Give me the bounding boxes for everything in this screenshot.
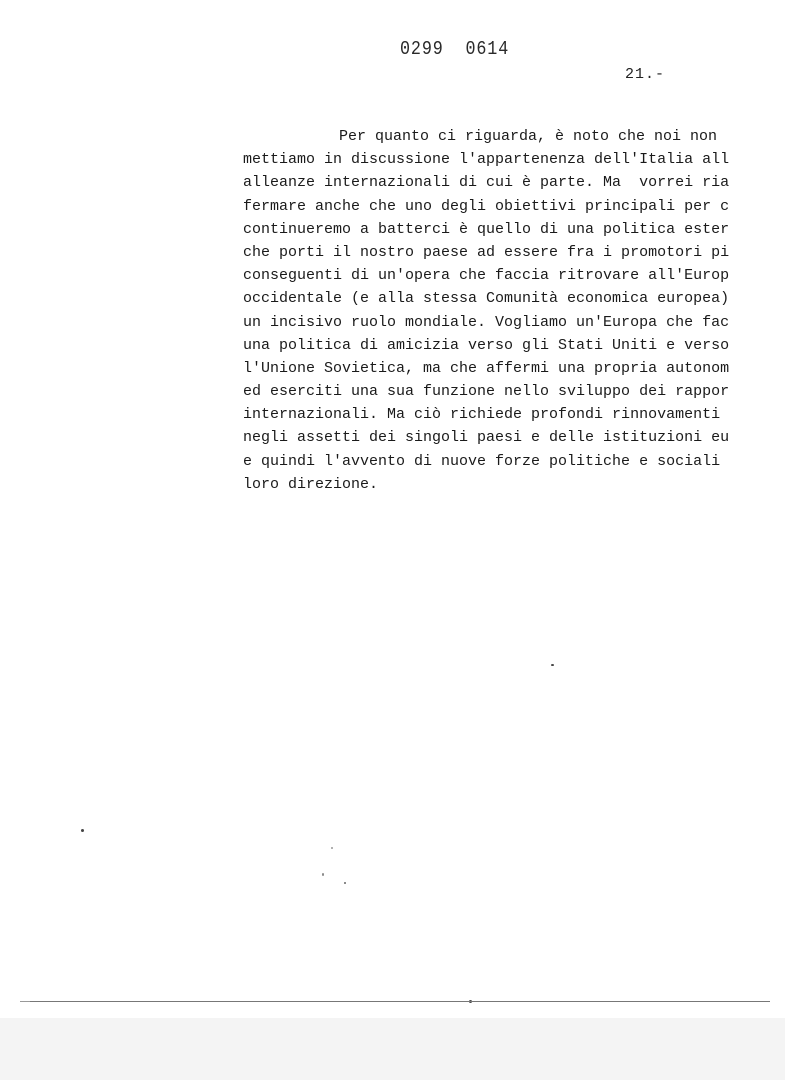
archive-stamp: 0299 0614 (400, 38, 510, 60)
text-line: internazionali. Ma ciò richiede profondi rinnovamenti (243, 406, 721, 424)
scan-background (0, 1018, 785, 1080)
text-line: loro direzione. (243, 475, 379, 493)
scan-speck (81, 829, 84, 832)
text-line: mettiamo in discussione l'appartenenza dell'Italia all (243, 151, 730, 169)
text-line: fermare anche che uno degli obiettivi principali per c (243, 197, 730, 215)
page-number: 21.- (625, 66, 666, 83)
text-line: conseguenti di un'opera che faccia ritrovare all'Europ (243, 267, 730, 285)
body-paragraph (243, 125, 785, 496)
text-line: Per quanto ci riguarda, è noto che noi non (339, 128, 718, 145)
text-line: che porti il nostro paese ad essere fra i promotori pi (243, 243, 730, 261)
text-line: ed eserciti una sua funzione nello sviluppo dei rappor (243, 383, 730, 401)
scan-speck (331, 847, 333, 849)
text-line: continueremo a batterci è quello di una politica ester (243, 220, 730, 238)
scan-speck (551, 664, 554, 666)
text-line: alleanze internazionali di cui è parte. Ma vorrei ria (243, 174, 730, 192)
text-line: una politica di amicizia verso gli Stati Uniti e verso (243, 336, 730, 354)
text-line: un incisivo ruolo mondiale. Vogliamo un'Europa che fac (243, 313, 730, 331)
text-line: negli assetti dei singoli paesi e delle istituzioni eu (243, 429, 730, 447)
page-edge-line (30, 1001, 770, 1002)
text-line: e quindi l'avvento di nuove forze politiche e sociali (243, 452, 721, 470)
text-line: l'Unione Sovietica, ma che affermi una propria autonom (243, 359, 730, 377)
text-line: occidentale (e alla stessa Comunità economica europea) (243, 290, 730, 308)
scan-speck (322, 873, 324, 876)
scan-speck (344, 882, 346, 884)
